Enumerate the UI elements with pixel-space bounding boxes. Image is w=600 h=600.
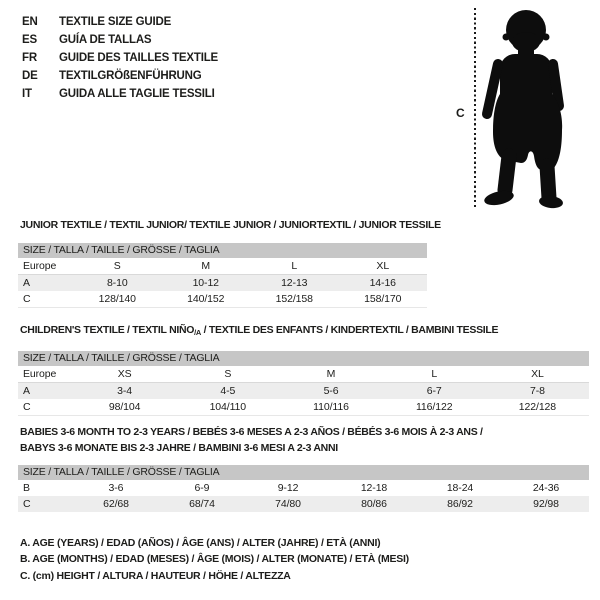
size-cell: S [224,368,232,380]
height-dotted-line [474,8,476,208]
height-cell: 116/122 [415,401,453,413]
language-row [22,67,218,85]
height-cell: 104/110 [209,401,247,413]
size-cell: L [291,260,298,272]
footnote-b: B. AGE (MONTHS) / EDAD (MESES) / ÂGE (MOIS) / ALTER (MONATE) / ETÀ (MESI) [20,553,409,566]
age-cell: 24-36 [532,482,560,494]
height-cell: 158/170 [364,293,402,305]
size-cell: L [431,368,438,380]
language-label: GUIDA ALLE TAGLIE TESSILI [59,88,215,100]
table-row [18,399,589,415]
language-row [22,85,218,103]
table-row [18,275,427,291]
table-row [18,383,589,399]
age-cell: 12-18 [360,482,388,494]
language-label: TEXTILGRÖßENFÜHRUNG [59,70,202,82]
height-cell: 92/98 [533,498,559,510]
table-row [18,366,589,383]
footnotes [20,535,409,584]
size-cell: M [326,368,336,380]
size-cell: XS [117,368,132,380]
language-row [22,13,218,31]
row-label: C [23,401,31,413]
size-cell: M [201,260,211,272]
children-title-post: / TEXTILE DES ENFANTS / KINDERTEXTIL / BAMBINI TESSILE [201,324,499,336]
height-cell: 98/104 [108,401,141,413]
age-cell: 9-12 [277,482,299,494]
age-cell: 7-8 [529,385,545,397]
age-cell: 6-7 [426,385,442,397]
language-code: FR [22,52,37,64]
height-c-label: C [456,106,465,120]
language-label: GUÍA DE TALLAS [59,34,152,46]
row-label: B [23,482,30,494]
age-cell: 4-5 [220,385,236,397]
age-cell: 6-9 [194,482,210,494]
footnote-c: C. (cm) HEIGHT / ALTURA / HAUTEUR / HÖHE / ALTEZZA [20,569,291,582]
size-header-bar: SIZE / TALLA / TAILLE / GRÖSSE / TAGLIA [18,351,589,366]
footnote-a: A. AGE (YEARS) / EDAD (AÑOS) / ÂGE (ANS) / ALTER (JAHRE) / ETÀ (ANNI) [20,537,381,549]
language-code: IT [22,88,32,100]
size-header-bar: SIZE / TALLA / TAILLE / GRÖSSE / TAGLIA [18,243,427,258]
age-cell: 3-4 [117,385,133,397]
height-cell: 140/152 [187,293,225,305]
height-cell: 128/140 [98,293,136,305]
age-cell: 10-12 [192,277,219,289]
row-label: Europe [23,260,57,272]
children-title-pre: CHILDREN'S TEXTILE / TEXTIL NIÑO [20,324,195,336]
row-label: A [23,277,30,289]
height-cell: 80/86 [361,498,387,510]
height-cell: 68/74 [189,498,215,510]
children-size-table [18,351,589,416]
age-cell: 12-13 [281,277,308,289]
baby-silhouette-icon [480,8,572,210]
table-row [18,480,589,496]
height-cell: 62/68 [103,498,129,510]
babies-size-table [18,465,589,512]
row-label: A [23,385,30,397]
language-label: TEXTILE SIZE GUIDE [59,16,172,28]
size-cell: XL [376,260,390,272]
size-cell: XL [531,368,544,380]
row-label: C [23,498,31,510]
height-cell: 74/80 [275,498,301,510]
children-table-title [20,322,498,341]
age-cell: 5-6 [323,385,339,397]
table-row [18,258,427,275]
language-code: DE [22,70,38,82]
size-header-bar: SIZE / TALLA / TAILLE / GRÖSSE / TAGLIA [18,465,589,480]
language-label: GUIDE DES TAILLES TEXTILE [59,52,218,64]
age-cell: 14-16 [369,277,396,289]
language-list [22,13,218,103]
language-row [22,49,218,67]
children-title-sub: /A [194,328,202,337]
language-code: EN [22,16,38,28]
age-cell: 3-6 [108,482,124,494]
height-cell: 86/92 [447,498,473,510]
babies-table-title [20,424,483,456]
height-cell: 152/158 [275,293,313,305]
height-cell: 122/128 [518,401,557,413]
babies-title-line1: BABIES 3-6 MONTH TO 2-3 YEARS / BEBÉS 3-6 MESES A 2-3 AÑOS / BÉBÉS 3-6 MOIS À 2-3 ANS / [20,426,483,438]
babies-title-line2: BABYS 3-6 MONATE BIS 2-3 JAHRE / BAMBINI 3-6 MESI A 2-3 ANNI [20,442,338,454]
size-cell: S [113,260,121,272]
age-cell: 18-24 [446,482,474,494]
age-cell: 8-10 [106,277,128,289]
table-row [18,291,427,307]
junior-size-table [18,243,427,308]
language-row [22,31,218,49]
height-cell: 110/116 [313,401,349,413]
table-row [18,496,589,512]
row-label: C [23,293,31,305]
language-code: ES [22,34,37,46]
junior-table-title: JUNIOR TEXTILE / TEXTIL JUNIOR/ TEXTILE JUNIOR / JUNIORTEXTIL / JUNIOR TESSILE [20,219,441,231]
row-label: Europe [23,368,57,380]
